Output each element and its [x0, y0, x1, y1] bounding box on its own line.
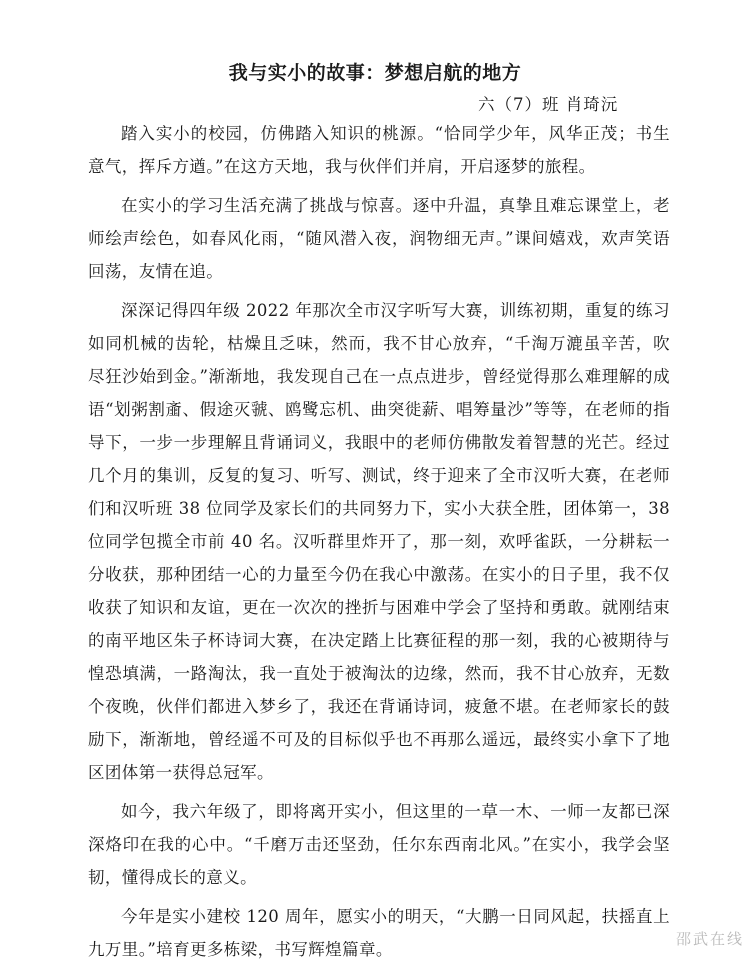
paragraph-farewell: 如今，我六年级了，即将离开实小，但这里的一草一木、一师一友都已深深烙印在我的心中。“千磨万击还坚劲，任尔东西南北风。”在实小，我学会坚韧，懂得成长的意义。 [88, 802, 670, 887]
article-title: 我与实小的故事：梦想启航的地方 [228, 62, 522, 84]
article-body [88, 117, 670, 972]
watermark-text: 邵武在线 [675, 930, 744, 948]
paragraph-competition: 深深记得四年级 2022 年那次全市汉字听写大赛，训练初期，重复的练习如同机械的齿轮，枯燥且乏味，然而，我不甘心放弃，“千淘万漉虽辛苦，吹尽狂沙始到金。”渐渐地，我发现自己在一点点进步，曾经觉得那么难理解的成语“划粥割齑、假途灭虢、鸥鹭忘机、曲突徙薪、唱筹量沙”等等，在老师的指导下，一步一步理解且背诵词义，我眼中的老师仿佛散发着智慧的光芒。经过几个月的集训，反复的复习、听写、测试，终于迎来了全市汉听大赛，在老师们和汉听班 38 位同学及家长们的共同努力下，实小大获全胜，团体第一，38 位同学包揽全市前 40 名。汉听群里炸开了，那一刻，欢呼雀跃，一分耕耘一分收获，那种团结一心的力量至今仍在我心中激荡。在实小的日子里，我不仅收获了知识和友谊，更在一次次的挫折与困难中学会了坚持和勇敢。就刚结束的南平地区朱子杯诗词大赛，在决定踏上比赛征程的那一刻，我的心被期待与惶恐填满，一路淘汰，我一直处于被淘汰的边缘，然而，我不甘心放弃，无数个夜晚，伙伴们都进入梦乡了，我还在背诵诗词，疲惫不堪。在老师家长的鼓励下，渐渐地，曾经遥不可及的目标似乎也不再那么遥远，最终实小拿下了地区团体第一获得总冠军。 [88, 301, 670, 782]
paragraph-intro: 踏入实小的校园，仿佛踏入知识的桃源。“恰同学少年，风华正茂；书生意气，挥斥方遒。”在这方天地，我与伙伴们并肩，开启逐梦的旅程。 [88, 124, 670, 176]
paragraph-anniversary: 今年是实小建校 120 周年，愿实小的明天，“大鹏一日同风起，扶摇直上九万里。”培育更多栋梁，书写辉煌篇章。 [88, 907, 670, 959]
paragraph-study-life: 在实小的学习生活充满了挑战与惊喜。逐中升温，真挚且难忘课堂上，老师绘声绘色，如春风化雨，“随风潜入夜，润物细无声。”课间嬉戏，欢声笑语回荡，友情在追。 [88, 196, 670, 281]
author-byline: 六（7）班 肖琦沅 [478, 95, 619, 114]
